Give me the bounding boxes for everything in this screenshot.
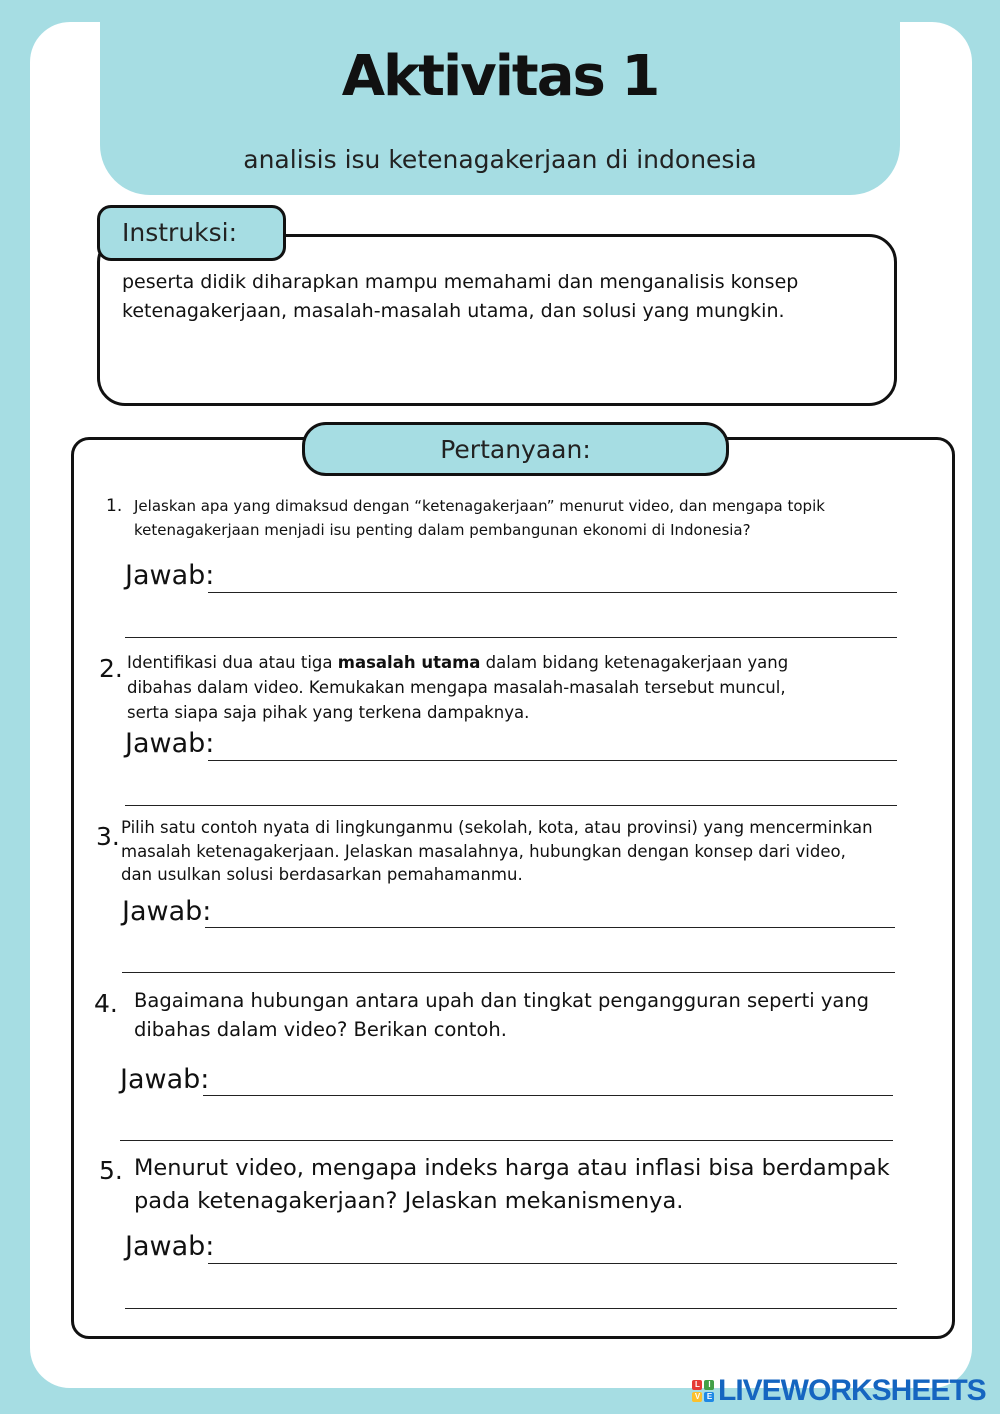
- instruction-label: Instruksi:: [97, 205, 286, 261]
- brand-name: LIVEWORKSHEETS: [718, 1374, 986, 1407]
- questions-label: Pertanyaan:: [302, 422, 729, 476]
- logo-tile-4: E: [704, 1392, 714, 1402]
- liveworksheets-logo[interactable]: [692, 1374, 992, 1408]
- question-5-text: Menurut video, mengapa indeks harga atau inflasi bisa berdampak pada ketenagakerjaan? Jelaskan mekanismenya.: [134, 1155, 890, 1214]
- answer-1-line-2[interactable]: [125, 637, 897, 638]
- answer-4-label: Jawab:: [120, 1064, 210, 1095]
- answer-4-line-2[interactable]: [120, 1140, 893, 1141]
- question-4-number: 4.: [94, 989, 118, 1018]
- question-2-text-end: dalam bidang ketenagakerjaan yang dibahas dalam video. Kemukakan mengapa masalah-masalah tersebut muncul, serta siapa saja pihak yang terkena dampaknya.: [127, 653, 789, 722]
- page-subtitle: analisis isu ketenagakerjaan di indonesia: [243, 145, 757, 174]
- answer-2-line-1[interactable]: [208, 760, 897, 761]
- answer-5-line-1[interactable]: [208, 1263, 897, 1264]
- question-3-number: 3.: [96, 822, 120, 851]
- question-3-text: Pilih satu contoh nyata di lingkunganmu (sekolah, kota, atau provinsi) yang mencerminkan masalah ketenagakerjaan. Jelaskan masalahnya, hubungkan dengan konsep dari video, dan usulkan solusi berdasarkan pemahamanmu.: [121, 818, 873, 884]
- answer-3-line-2[interactable]: [122, 972, 895, 973]
- answer-5-label: Jawab:: [125, 1231, 215, 1262]
- answer-3-label: Jawab:: [122, 896, 212, 927]
- question-5-number: 5.: [99, 1156, 123, 1185]
- answer-1-line-1[interactable]: [208, 592, 897, 593]
- question-2-text: [127, 650, 827, 725]
- answer-2-label: Jawab:: [125, 728, 215, 759]
- question-4-text: Bagaimana hubungan antara upah dan tingkat pengangguran seperti yang dibahas dalam video? Berikan contoh.: [134, 989, 870, 1041]
- answer-3-line-1[interactable]: [205, 927, 895, 928]
- question-1-number: 1.: [106, 496, 123, 516]
- liveworksheets-icon: [692, 1380, 714, 1402]
- answer-4-line-1[interactable]: [203, 1095, 893, 1096]
- logo-tile-3: V: [692, 1392, 702, 1402]
- answer-1-label: Jawab:: [125, 560, 215, 591]
- instruction-text: peserta didik diharapkan mampu memahami dan menganalisis konsep ketenagakerjaan, masalah-masalah utama, dan solusi yang mungkin.: [122, 271, 799, 322]
- answer-5-line-2[interactable]: [125, 1308, 897, 1309]
- logo-tile-1: L: [692, 1380, 702, 1390]
- question-2-text-bold: masalah utama: [337, 653, 481, 672]
- logo-tile-2: I: [704, 1380, 714, 1390]
- answer-2-line-2[interactable]: [125, 805, 897, 806]
- question-1-text: Jelaskan apa yang dimaksud dengan “ketenagakerjaan” menurut video, dan mengapa topik ketenagakerjaan menjadi isu penting dalam pembangunan ekonomi di Indonesia?: [134, 497, 825, 539]
- question-2-number: 2.: [99, 654, 123, 683]
- question-2-text-start: Identifikasi dua atau tiga: [127, 653, 338, 672]
- page-title: Aktivitas 1: [341, 44, 659, 109]
